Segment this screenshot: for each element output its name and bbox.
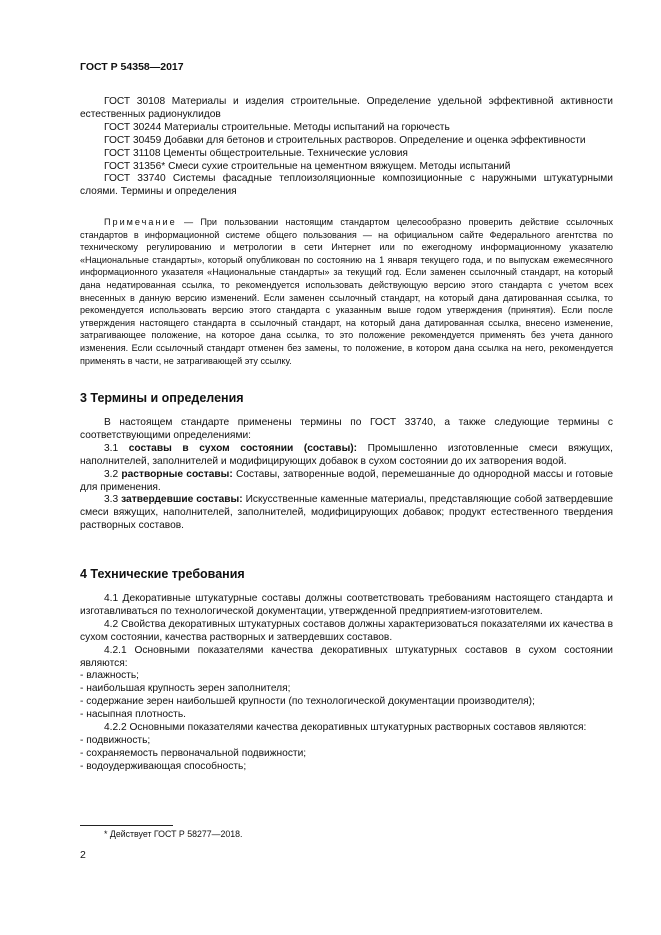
note-text: — При пользовании настоящим стандартом целесообразно проверить действие ссылочных стандартов в информационной системе общего пользования — на официальном сайте Федерального агентства по техническому регулированию и метрологии в сети Интернет или по ежегодному информационному указателю «Национальные стандарты», который опубликован по состоянию на 1 января текущего года, и по выпускам ежемесячного информационного указателя «Национальные стандарты» за текущий год. Если заменен ссылочный стандарт, на который дана недатированная ссылка, то рекомендуется использовать действующую версию этого стандарта с учетом всех внесенных в данную версию изменений. Если заменен ссылочный стандарт, на который дана датированная ссылка, то рекомендуется использовать версию этого стандарта с указанным выше годом утверждения (принятия). Если после утверждения настоящего стандарта в ссылочный стандарт, на который дана датированная ссылка, внесено изменение, затрагивающее положение, на которое дана ссылка, то это положение рекомендуется применять без учета данного изменения. Если ссылочный стандарт отменен без замены, то положение, в котором дана ссылка на него, рекомендуется применять в части, не затрагивающей эту ссылку. [80, 217, 613, 366]
list-item: - влажность; [80, 670, 140, 682]
note-block [80, 216, 613, 367]
note-paragraph [80, 216, 613, 367]
reference-item: ГОСТ 33740 Системы фасадные теплоизоляционные композиционные с наружными штукатурными слоями. Термины и определения [80, 173, 613, 198]
clause-4-1: 4.1 Декоративные штукатурные составы должны соответствовать требованиям настоящего стандарта и изготавливаться по технологической документации, утвержденной предприятием-изготовителем. [80, 593, 613, 617]
footnote-separator [80, 825, 173, 826]
clause-4-2: 4.2 Свойства декоративных штукатурных составов должны характеризоваться показателями их качества в сухом состоянии, качества растворных и затвердевших составов. [80, 618, 613, 643]
document-header: ГОСТ Р 54358—2017 [80, 61, 184, 73]
reference-item: ГОСТ 31108 Цементы общестроительные. Технические условия [104, 147, 408, 159]
footnote: * Действует ГОСТ Р 58277—2018. [104, 829, 243, 839]
list-item: - сохраняемость первоначальной подвижности; [80, 747, 307, 759]
list-item: - насыпная плотность. [80, 709, 186, 721]
section-4-body [80, 593, 613, 774]
section-3-body [80, 417, 613, 533]
term-definition: 3.2 растворные составы: Составы, затворенные водой, перемешанные до однородной массы и готовые для применения. [80, 468, 613, 493]
reference-item: ГОСТ 31356* Смеси сухие строительные на цементном вяжущем. Методы испытаний [104, 160, 511, 172]
term-name: растворные составы: [121, 468, 233, 480]
term-name: затвердевшие составы: [121, 494, 243, 506]
section-4-title: 4 Технические требования [80, 567, 245, 581]
term-definition: 3.1 составы в сухом состоянии (составы): Промышленно изготовленные смеси вяжущих, наполнителей, заполнителей и модифицирующих добавок в сухом состоянии до их затворения водой. [80, 442, 613, 467]
section-3-intro: В настоящем стандарте применены термины по ГОСТ 33740, а также следующие термины с соответствующими определениями: [80, 417, 613, 441]
term-definition: 3.3 затвердевшие составы: Искусственные каменные материалы, представляющие собой затвердевшие смеси вяжущих, наполнителей, заполнителей, модифицирующих добавок; продукт естественного твердения растворных составов. [80, 494, 613, 532]
section-3-title: 3 Термины и определения [80, 391, 244, 405]
list-item: - содержание зерен наибольшей крупности (по технологической документации производителя); [80, 696, 535, 708]
note-label: Примечание [104, 217, 177, 227]
reference-item: ГОСТ 30459 Добавки для бетонов и строительных растворов. Определение и оценка эффективности [104, 134, 586, 146]
reference-item: ГОСТ 30244 Материалы строительные. Методы испытаний на горючесть [104, 121, 450, 133]
clause-4-2-2: 4.2.2 Основными показателями качества декоративных штукатурных растворных составов являются: [104, 722, 587, 734]
list-item: - водоудерживающая способность; [80, 760, 247, 772]
normative-references [80, 96, 613, 199]
clause-4-2-1: 4.2.1 Основными показателями качества декоративных штукатурных составов в сухом состоянии являются: [80, 644, 613, 669]
list-item: - наибольшая крупность зерен заполнителя; [80, 683, 291, 695]
reference-item: ГОСТ 30108 Материалы и изделия строительные. Определение удельной эффективной активности естественных радионуклидов [80, 96, 613, 120]
page-number: 2 [80, 849, 86, 861]
list-item: - подвижность; [80, 734, 151, 746]
term-name: составы в сухом состоянии (составы): [128, 442, 358, 454]
